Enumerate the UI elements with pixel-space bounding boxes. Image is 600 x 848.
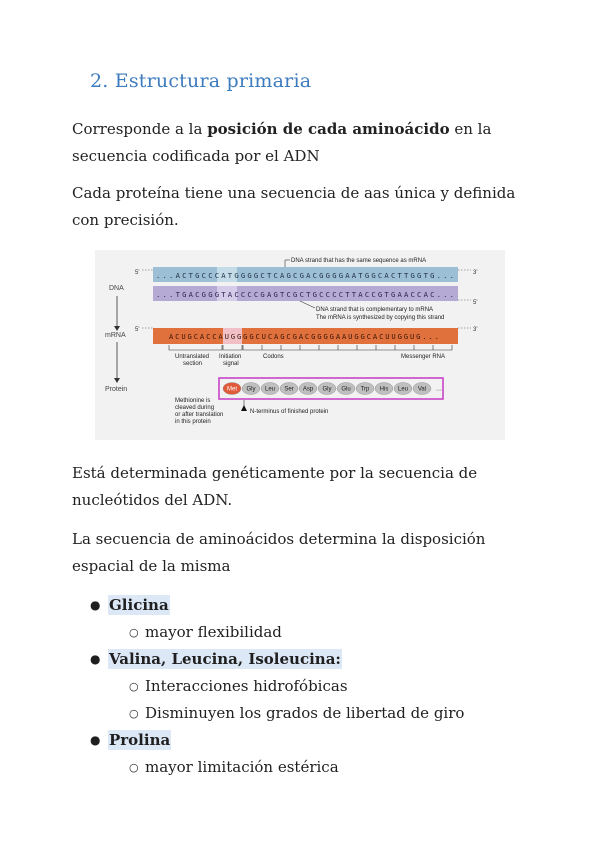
circle-bullet-icon: ○ [129,626,139,639]
bullet-icon: ● [90,598,101,612]
mrna-to-protein-arrowhead [114,378,120,383]
dna-to-mrna-arrowhead [114,326,120,331]
amino-acid-label: Trp [360,386,370,393]
copy-strand-note: The mRNA is synthesized by copying this strand [316,315,445,321]
dna-top-3prime: 3' [473,270,478,276]
sub-list-item [72,754,542,781]
same-sequence-note: DNA strand that has the same sequence as mRNA [291,258,427,264]
figure-label-mrna: mRNA [105,332,126,339]
n-terminus-marker [241,405,247,411]
methionine-note: Methionine is [175,398,211,404]
amino-acid-label: Val [417,386,427,393]
amino-acid-list [72,592,542,781]
circle-bullet-icon: ○ [129,761,139,774]
untranslated-bracket [169,345,222,350]
sub-list-item [72,619,542,646]
paragraph-unique-sequence: Cada proteína tiene una secuencia de aas única y definida con precisión. [72,184,516,229]
amino-acid-label: Met [226,386,238,393]
amino-acid-label: Asp [302,386,314,393]
amino-acid-label: His [379,386,389,393]
sub-list-item [72,700,542,727]
initiation-label-line2: signal [223,361,239,367]
dna-top-5prime: 5' [135,270,140,276]
mrna-5prime: 5' [135,327,140,333]
sub-list-item [72,673,542,700]
amino-acid-label: Leu [397,386,409,393]
paragraph-spatial-arrangement: La secuencia de aminoácidos determina la disposición espacial de la misma [72,530,486,575]
sub-list-item-text: Disminuyen los grados de libertad de giro [145,704,465,722]
initiation-label: Initiation [219,354,242,360]
messenger-rna-label: Messenger RNA [401,354,446,360]
amino-acid-label: Gly [322,386,332,393]
paragraph-text: en la secuencia codificada por el ADN [72,120,492,165]
codons-label: Codons [263,354,284,360]
amino-acid-label: Ser [284,386,294,393]
untranslated-label: Untranslated [175,354,210,360]
methionine-note-line2: cleaved during [175,405,215,411]
list-item [72,646,542,673]
circle-bullet-icon: ○ [129,707,139,720]
n-terminus-note: N-terminus of finished protein [250,409,329,415]
sub-list-item-text: mayor flexibilidad [145,623,282,641]
dna-mrna-protein-figure [95,250,505,440]
chain-continuation: ... [436,385,442,393]
dna-template-sequence: ...TGACGGGTACCCCGAGTCGCTGCCCCTTACCGTGAACCAC... [156,290,454,299]
methionine-note-line3: or after translation [175,412,224,418]
sub-list-item-text: Interacciones hidrofóbicas [145,677,348,695]
sub-list-item-text: mayor limitación estérica [145,758,339,776]
paragraph-text: Corresponde a la [72,120,208,138]
bullet-icon: ● [90,652,101,666]
amino-acid-label: Leu [264,386,276,393]
paragraph-genetic-determination: Está determinada genéticamente por la secuencia de nucleótidos del ADN. [72,464,478,509]
initiation-bracket [223,345,242,350]
mrna-sequence: ACUGCACCAUGGGGCUCAGCGACGGGGAAUGGCACUUGGUG... [169,332,439,341]
paragraph-primary-structure [72,116,532,170]
amino-acid-chain [223,383,442,395]
complementary-note: DNA strand that is complementary to mRNA [316,307,434,313]
figure-label-protein: Protein [105,386,128,393]
mrna-3prime: 3' [473,327,478,333]
list-item-label: Glicina [109,596,169,614]
bold-phrase: posición de cada aminoácido [207,120,450,138]
figure-label-dna: DNA [109,285,124,292]
untranslated-label-line2: section [183,361,203,367]
amino-acid-label: Gly [246,386,256,393]
methionine-note-line4: in this protein [175,419,211,425]
list-item-label: Prolina [109,731,171,749]
circle-bullet-icon: ○ [129,680,139,693]
section-heading: 2. Estructura primaria [90,70,312,92]
list-item-label: Valina, Leucina, Isoleucina: [109,650,341,668]
bullet-icon: ● [90,733,101,747]
dna-bottom-5prime: 5' [473,300,478,306]
list-item [72,727,542,754]
list-item [72,592,542,619]
codon-brackets [243,345,452,350]
amino-acid-label: Glu [341,386,351,393]
dna-coding-sequence: ...ACTGCCCATGGGGCTCAGCGACGGGGAATGGCACTTGGTG... [156,271,454,280]
